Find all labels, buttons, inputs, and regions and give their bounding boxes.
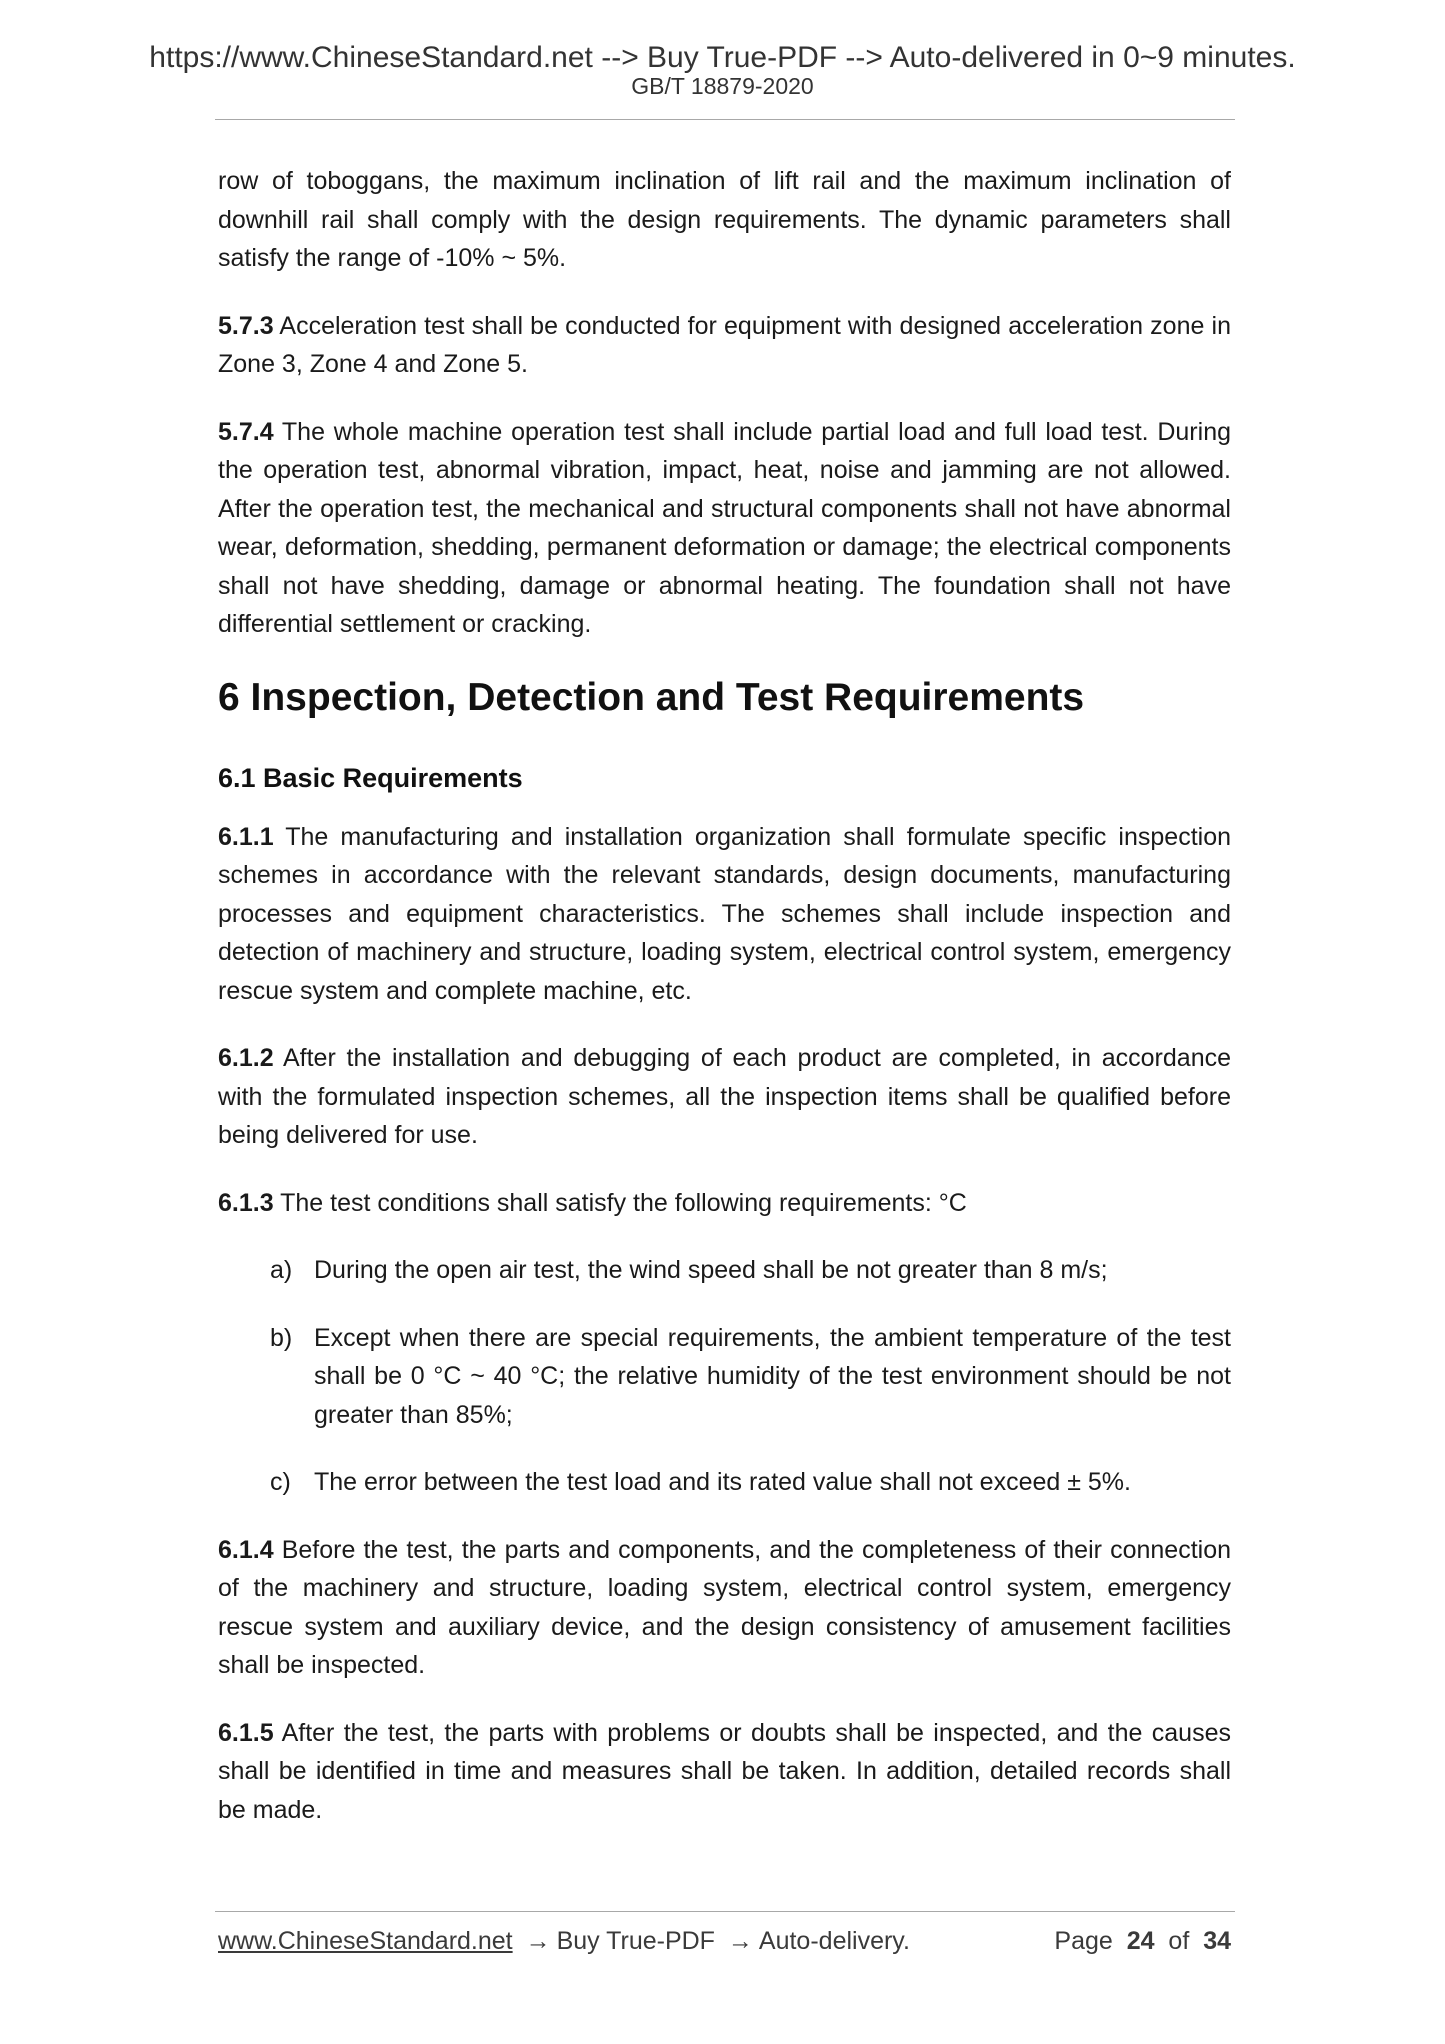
- clause-text: Acceleration test shall be conducted for equipment with designed acceleration zone in Zone 3, Zone 4 and Zone 5.: [218, 311, 1231, 378]
- clause-number: 6.1.1: [218, 822, 274, 851]
- header-divider: [215, 119, 1235, 120]
- footer-divider: [215, 1911, 1235, 1912]
- page-number: [1054, 1925, 1231, 1957]
- standard-code: GB/T 18879-2020: [631, 73, 814, 99]
- list-text: During the open air test, the wind speed shall be not greater than 8 m/s;: [314, 1256, 1108, 1284]
- list-label: a): [270, 1256, 293, 1284]
- page-footer: [218, 1925, 1231, 1957]
- clause-6-1-5: [218, 1714, 1231, 1830]
- page-label: Page: [1054, 1927, 1113, 1955]
- list-label: c): [270, 1468, 291, 1496]
- list-item: [218, 1251, 1231, 1290]
- list-text: Except when there are special requirements, the ambient temperature of the test shall be 0 °C ~ 40 °C; the relative humidity of the test environment should be not greater than 85%;: [314, 1323, 1231, 1429]
- clause-number: 6.1.2: [218, 1044, 274, 1072]
- section-heading: 6.1 Basic Requirements: [218, 762, 523, 793]
- list-label: b): [270, 1323, 293, 1352]
- list-text: The error between the test load and its rated value shall not exceed ± 5%.: [314, 1468, 1131, 1496]
- clause-text: After the test, the parts with problems or doubts shall be inspected, and the causes shall be identified in time and measures shall be taken. In addition, detailed records shall be made.: [218, 1718, 1231, 1824]
- clause-text: The test conditions shall satisfy the following requirements: °C: [273, 1188, 967, 1217]
- clause-6-1-1: [218, 818, 1231, 1011]
- source-banner[interactable]: https://www.ChineseStandard.net --> Buy True-PDF --> Auto-delivered in 0~9 minutes.: [149, 41, 1296, 74]
- clause-6-1-3: [218, 1184, 1231, 1223]
- paragraph-continuation: row of toboggans, the maximum inclination of lift rail and the maximum inclination of downhill rail shall comply with the design requirements. The dynamic parameters shall satisfy the range of -10% ~ 5%.: [218, 167, 1231, 272]
- clause-number: 6.1.3: [218, 1188, 274, 1217]
- clause-5-7-3: [218, 307, 1231, 384]
- clause-number: 6.1.4: [218, 1535, 274, 1564]
- page-of: of: [1168, 1927, 1190, 1955]
- page-current: 24: [1126, 1927, 1155, 1955]
- clause-6-1-4: [218, 1531, 1231, 1685]
- footer-site-link[interactable]: www.ChineseStandard.net: [218, 1927, 513, 1955]
- footer-buy-text: Buy True-PDF: [556, 1927, 715, 1955]
- clause-5-7-4: [218, 413, 1231, 644]
- arrow-right-icon: →: [727, 1927, 753, 1955]
- arrow-right-icon: →: [525, 1927, 551, 1955]
- list-item: [218, 1319, 1231, 1435]
- chapter-heading: 6 Inspection, Detection and Test Requirements: [218, 675, 1085, 719]
- clause-text: The manufacturing and installation organization shall formulate specific inspection schemes in accordance with the relevant standards, design documents, manufacturing processes and equipment characteristics. The schemes shall include inspection and detection of machinery and structure, loading system, electrical control system, emergency rescue system and complete machine, etc.: [218, 822, 1231, 1005]
- clause-number: 5.7.4: [218, 417, 274, 446]
- clause-6-1-2: [218, 1039, 1231, 1155]
- clause-text: The whole machine operation test shall include partial load and full load test. During the operation test, abnormal vibration, impact, heat, noise and jamming are not allowed. After the operation test, the mechanical and structural components shall not have abnormal wear, deformation, shedding, permanent deformation or damage; the electrical components shall not have shedding, damage or abnormal heating. The foundation shall not have differential settlement or cracking.: [218, 417, 1231, 638]
- list-item: [218, 1463, 1231, 1502]
- page-content: [218, 162, 1231, 1858]
- clause-number: 6.1.5: [218, 1718, 274, 1747]
- clause-text: Before the test, the parts and components, and the completeness of their connection of the machinery and structure, loading system, electrical control system, emergency rescue system and auxiliary device, and the design consistency of amusement facilities shall be inspected.: [218, 1535, 1231, 1679]
- footer-auto-text: Auto-delivery.: [758, 1927, 910, 1955]
- page-total: 34: [1203, 1927, 1231, 1955]
- clause-number: 5.7.3: [218, 311, 274, 340]
- clause-text: After the installation and debugging of each product are completed, in accordance with the formulated inspection schemes, all the inspection items shall be qualified before being delivered for use.: [218, 1044, 1231, 1149]
